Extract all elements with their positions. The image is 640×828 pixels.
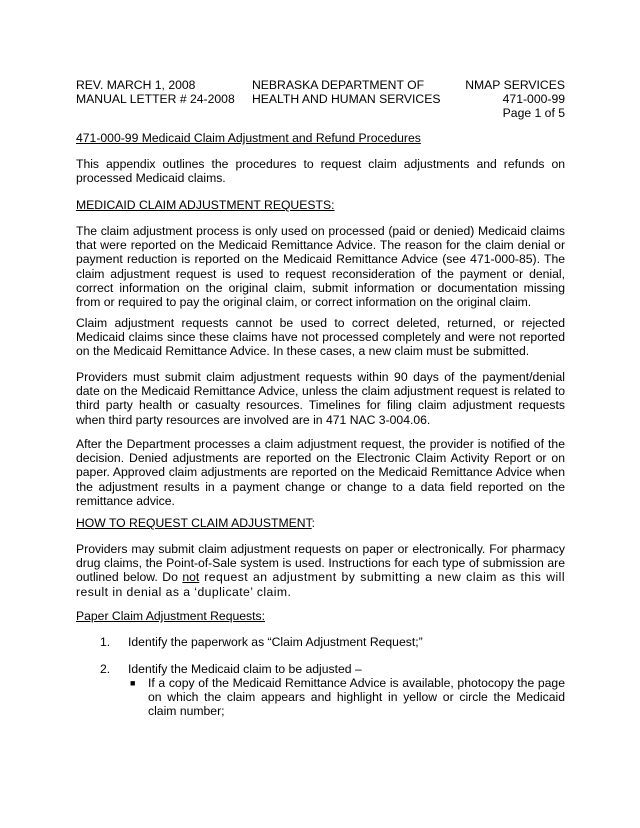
emphasis-not: not	[182, 570, 200, 585]
paragraph-cannot-correct: Claim adjustment requests cannot be used to correct deleted, returned, or rejected Medicaid claims since these claims have not processed completely and were not reported on the Medicaid Remittance Advice. In these cases, a new claim must be submitted.	[76, 316, 565, 359]
how-to-text-part1: Providers may submit claim adjustment requests on paper or electronically. For pharmacy drug claims, the Point-of-Sale system is used. Instructions for each type of submission are outlined below. Do	[76, 542, 565, 585]
section-number: 471-000-99	[502, 92, 565, 107]
services-label: NMAP SERVICES	[465, 78, 565, 92]
square-bullet-icon: ■	[130, 678, 136, 688]
intro-paragraph: This appendix outlines the procedures to request claim adjustments and refunds on processed Medicaid claims.	[76, 157, 565, 186]
manual-letter: MANUAL LETTER # 24-2008	[76, 92, 235, 107]
list-number: 1.	[100, 635, 111, 649]
header-right	[465, 78, 565, 121]
list-text: Identify the Medicaid claim to be adjusted –	[128, 662, 362, 676]
how-to-heading-text: HOW TO REQUEST CLAIM ADJUSTMENT	[76, 516, 312, 530]
paragraph-adjustment-process: The claim adjustment process is only used on processed (paid or denied) Medicaid claims that were reported on the Medicaid Remittance Advice. The reason for the claim denial or payment reduction is reported on the Medicaid Remittance Advice (see 471-000-85). The claim adjustment request is used to request reconsideration of the payment or denial, correct information on the original claim, submit information or documentation missing from or required to pay the original claim, or correct information on the original claim.	[76, 224, 565, 310]
how-to-heading-colon: :	[311, 516, 316, 530]
section-heading-how-to	[76, 516, 565, 530]
revision-date: REV. MARCH 1, 2008	[76, 78, 196, 92]
how-to-text-part2: request an adjustment by submitting a new claim as this will result in denial as a ‘duplicate’ claim.	[76, 570, 565, 599]
header-center	[252, 78, 441, 106]
list-item	[76, 662, 565, 677]
paragraph-90-days: Providers must submit claim adjustment requests within 90 days of the payment/denial date on the Medicaid Remittance Advice, unless the claim adjustment request is related to third party health or casualty resources. Timelines for filing claim adjustment requests when third party resources are involved are in 471 NAC 3-004.06.	[76, 370, 565, 427]
section-heading-paper-claims: Paper Claim Adjustment Requests:	[76, 609, 265, 623]
page-number: Page 1 of 5	[502, 106, 565, 121]
page-header	[76, 78, 565, 122]
department-line-1: NEBRASKA DEPARTMENT OF	[252, 78, 425, 92]
document-page	[76, 78, 565, 719]
bullet-text: If a copy of the Medicaid Remittance Advice is available, photocopy the page on which the claim appears and highlight in yellow or circle the Medicaid claim number;	[148, 676, 565, 719]
section-heading-adjustment-requests: MEDICAID CLAIM ADJUSTMENT REQUESTS:	[76, 198, 335, 212]
paragraph-after-processing: After the Department processes a claim adjustment request, the provider is notified of the decision. Denied adjustments are reported on the Electronic Claim Activity Report or on paper. Approved claim adjustments are reported on the Medicaid Remittance Advice when the adjustment results in a payment change or change to a data field reported on the remittance advice.	[76, 437, 565, 508]
bullet-item	[76, 676, 565, 721]
paragraph-how-to-submit	[76, 542, 565, 599]
department-line-2: HEALTH AND HUMAN SERVICES	[252, 92, 441, 107]
list-item	[76, 635, 565, 650]
header-left	[76, 78, 235, 106]
list-text: Identify the paperwork as “Claim Adjustment Request;”	[128, 635, 423, 649]
list-number: 2.	[100, 662, 111, 676]
document-title: 471-000-99 Medicaid Claim Adjustment and Refund Procedures	[76, 131, 421, 145]
